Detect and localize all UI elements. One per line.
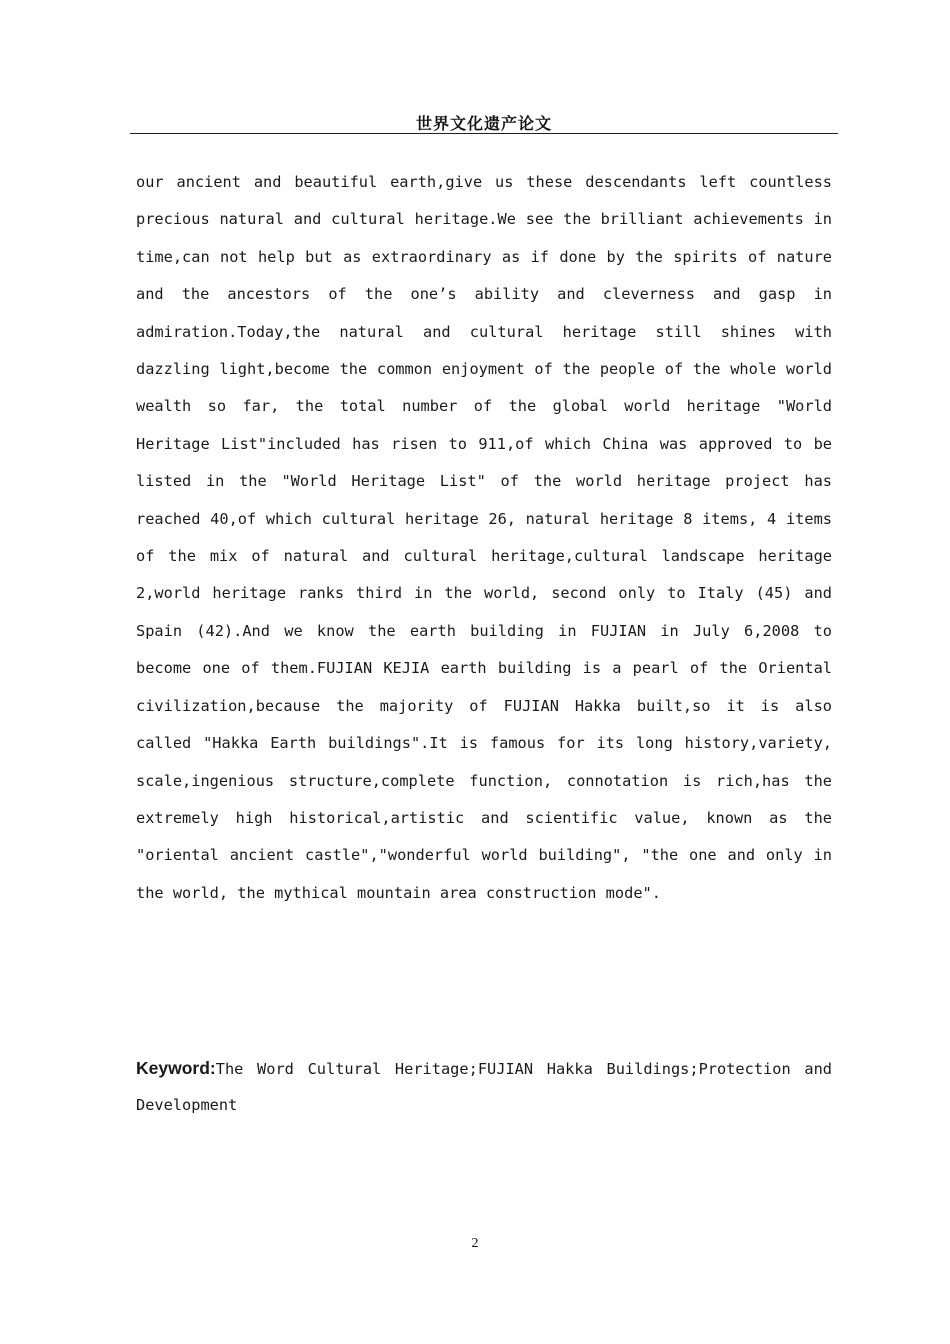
keywords-text: The Word Cultural Heritage;FUJIAN Hakka Buildings;Protection and Development — [136, 1060, 832, 1114]
keywords-label: Keyword: — [136, 1058, 216, 1078]
header-divider — [130, 133, 838, 134]
page-number: 2 — [471, 1236, 479, 1251]
abstract-paragraph: our ancient and beautiful earth,give us these descendants left countless precious natural and cultural heritage.We see the brilliant achievements in time,can not help but as extraordinary as if done by the spirits of nature and the ancestors of the one’s ability and cleverness and gasp in admiration.Today,the natural and cultural heritage still shines with dazzling light,become the common enjoyment of the people of the whole world wealth so far, the total number of the global world heritage "World Heritage List"included has risen to 911,of which China was approved to be listed in the "World Heritage List" of the world heritage project has reached 40,of which cultural heritage 26, natural heritage 8 items, 4 items of the mix of natural and cultural heritage,cultural landscape heritage 2,world heritage ranks third in the world, second only to Italy (45) and Spain (42).And we know the earth building in FUJIAN in July 6,2008 to become one of them.FUJIAN KEJIA earth building is a pearl of the Oriental civilization,because the majority of FUJIAN Hakka built,so it is also called "Hakka Earth buildings".It is famous for its long history,variety, scale,ingenious structure,complete function, connotation is rich,has the extremely high historical,artistic and scientific value, known as the "oriental ancient castle","wonderful world building", "the one and only in the world, the mythical mountain area construction mode". — [136, 173, 832, 902]
abstract-body — [136, 164, 832, 912]
keywords-section — [136, 1050, 832, 1123]
running-header-title: 世界文化遗产论文 — [415, 114, 552, 133]
